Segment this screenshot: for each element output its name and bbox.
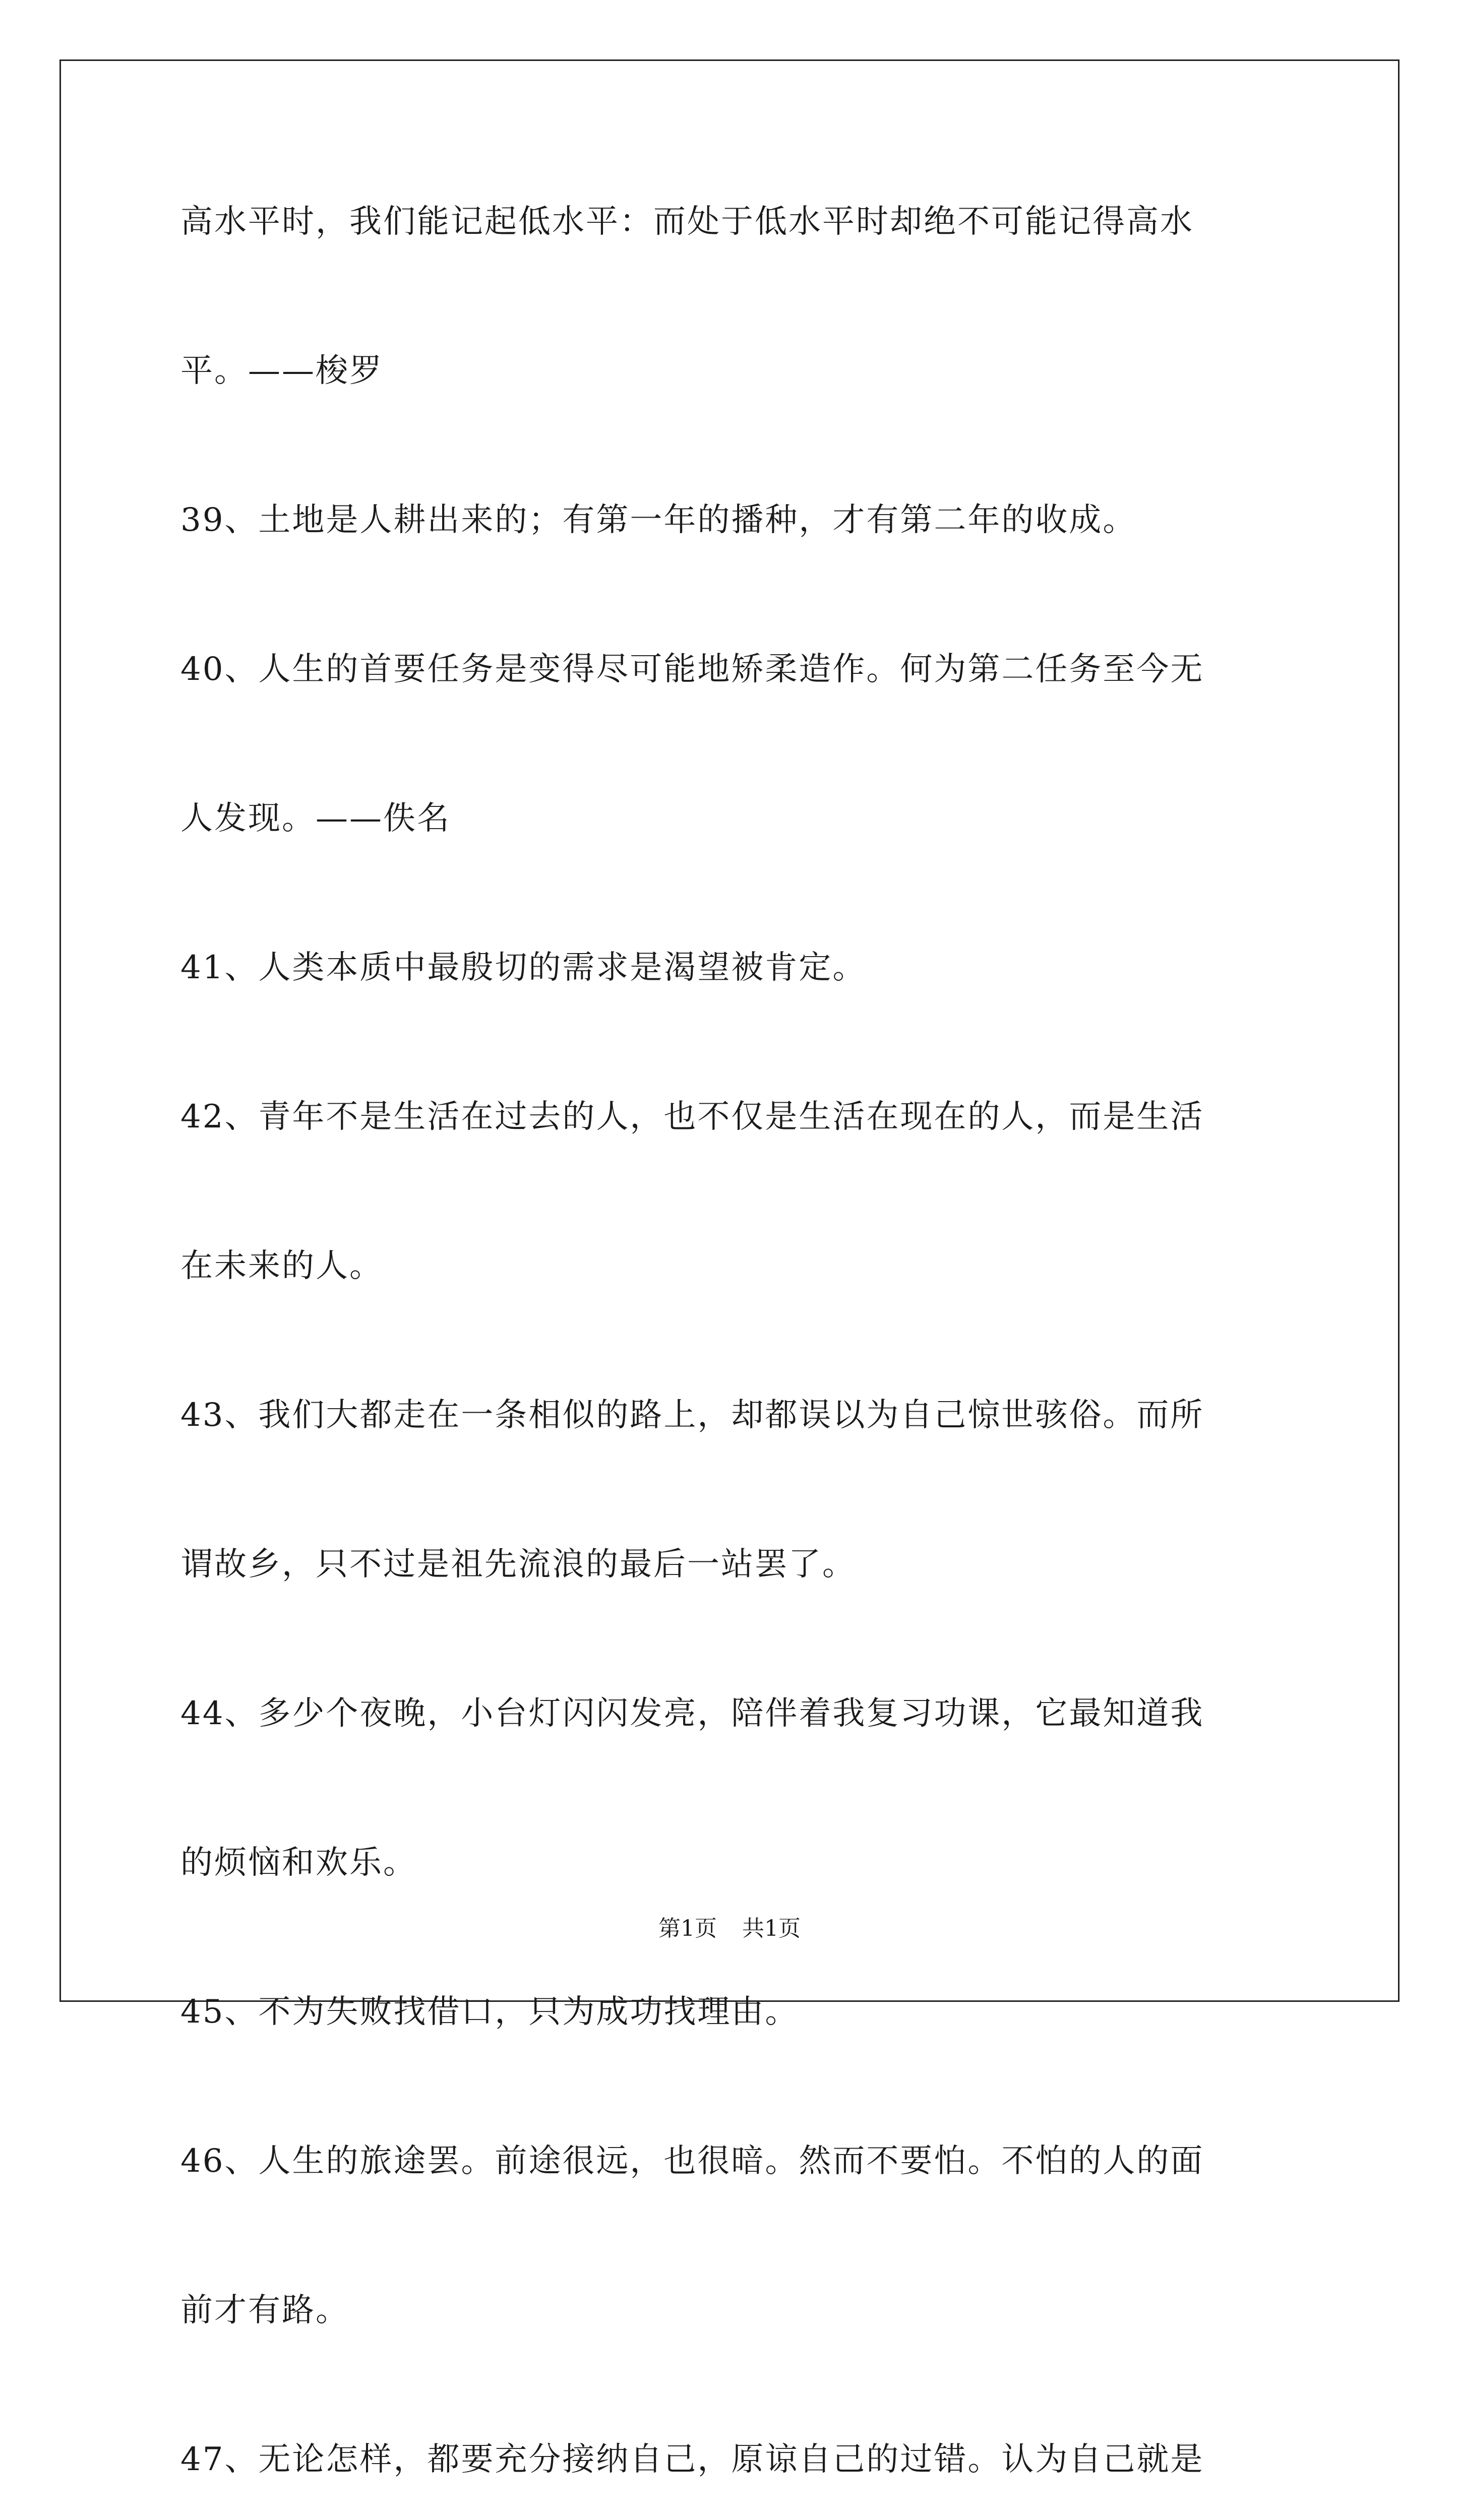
- text-line: 平。——梭罗: [180, 352, 383, 390]
- document-body: [180, 194, 1285, 2520]
- page-total: 共1页: [742, 1916, 801, 1941]
- text-line: 高水平时，我们能记起低水平：而处于低水平时却绝不可能记得高水: [180, 203, 1194, 240]
- text-line: 在未来的人。: [180, 1247, 383, 1285]
- text-line: 41、人类本质中最殷切的需求是渴望被肯定。: [180, 949, 867, 986]
- text-line: 谓故乡，只不过是祖先流浪的最后一站罢了。: [180, 1546, 856, 1583]
- text-line: 42、青年不是生活在过去的人，也不仅是生活在现在的人，而是生活: [180, 1098, 1204, 1136]
- text-line: 39、土地是人耕出来的；有第一年的播种，才有第二年的收成。: [180, 501, 1137, 539]
- text-line: 人发现。——佚名: [180, 800, 451, 837]
- text-line: 46、人生的旅途罢。前途很远，也很暗。然而不要怕。不怕的人的面: [180, 2143, 1204, 2180]
- text-line: 前才有路。: [180, 2292, 349, 2329]
- text-line: 44、多少个夜晚，小台灯闪闪发亮，陪伴着我复习功课，它最知道我: [180, 1695, 1204, 1732]
- page-footer: [0, 1910, 1459, 1942]
- text-line: 47、无论怎样，都要充分接纳自己，原谅自己的过错。认为自己就是: [180, 2441, 1204, 2478]
- text-line: 的烦恼和欢乐。: [180, 1844, 417, 1881]
- page-number: 第1页: [658, 1916, 717, 1941]
- text-line: 45、不为失败找借口，只为成功找理由。: [180, 1993, 799, 2031]
- text-line: 43、我们大都走在一条相似的路上，却都误以为自己惊世骇俗。而所: [180, 1397, 1204, 1434]
- text-line: 40、人生的首要任务是变得尽可能地矫柔造作。何为第二任务至今无: [180, 651, 1204, 688]
